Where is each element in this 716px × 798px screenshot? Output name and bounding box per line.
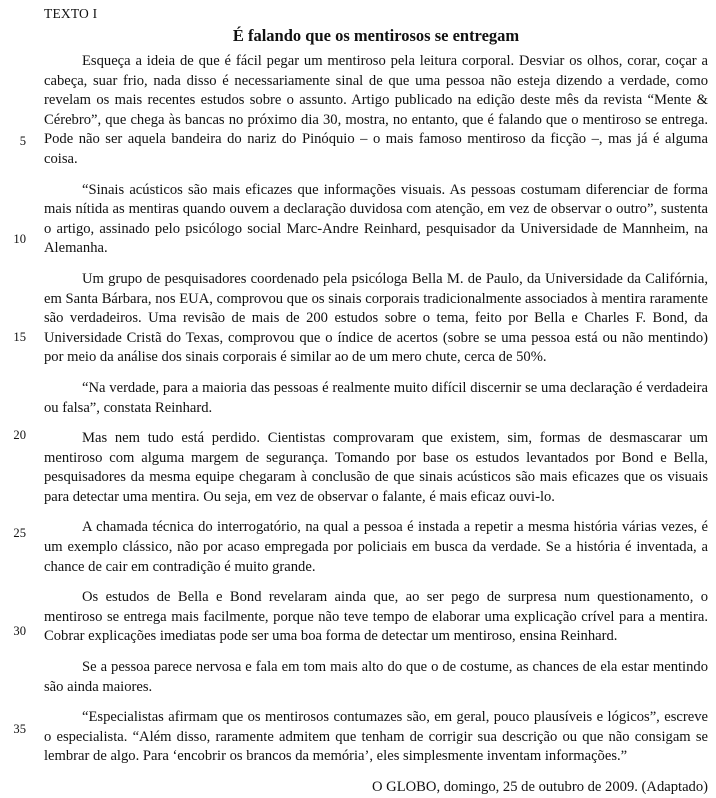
line-number: 5 <box>19 134 26 148</box>
paragraph: Os estudos de Bella e Bond revelaram ainda que, ao ser pego de surpresa num questionamento, o mentiroso se entrega mais facilmente, porque não teve tempo de elaborar uma explicação crível para a mentira. Cobrar explicações imediatas pode ser uma boa forma de detectar um mentiroso, ensina Reinhard. <box>44 589 708 645</box>
document-title: É falando que os mentirosos se entregam <box>232 26 520 45</box>
paragraph: “Sinais acústicos são mais eficazes que informações visuais. As pessoas costumam diferenciar de forma mais nítida as mentiras quando ouvem a declaração duvidosa com atenção, em vez de observar o outro”, sustenta o artigo, assinado pelo psicólogo social Marc-Andre Reinhard, pesquisador da Universidade de Mannheim, na Alemanha. <box>44 181 708 257</box>
line-number: 25 <box>13 526 26 540</box>
line-number: 10 <box>13 232 26 246</box>
text-label: TEXTO I <box>44 6 98 21</box>
line-number: 15 <box>13 330 26 344</box>
document-body <box>0 52 716 798</box>
line-number: 30 <box>13 624 26 638</box>
line-number: 35 <box>13 722 26 736</box>
paragraph: “Especialistas afirmam que os mentirosos contumazes são, em geral, pouco plausíveis e lógicos”, escreve o especialista. “Além disso, raramente admitem que tenham de corrigir sua descrição ou que não consigam se lembrar de algo. Para ‘encobrir os brancos da memória’, eles simplesmente inventam informações.” <box>44 709 708 765</box>
paragraph: Se a pessoa parece nervosa e fala em tom mais alto do que o de costume, as chances de ela estar mentindo são ainda maiores. <box>44 659 708 695</box>
paragraph: Mas nem tudo está perdido. Cientistas comprovaram que existem, sim, formas de desmascarar um mentiroso com alguma margem de segurança. Tomando por base os estudos levantados por Bond e Bella, pesquisadores da mesma equipe chegaram à conclusão de que sinais acústicos são mais eficazes que os visuais para detectar uma mentira. Ou seja, em vez de observar o falante, é mais eficaz ouvi-lo. <box>44 430 708 505</box>
paragraph: Esqueça a ideia de que é fácil pegar um mentiroso pela leitura corporal. Desviar os olhos, corar, coçar a cabeça, suar frio, nada disso é necessariamente sinal de que uma pessoa não esteja dizendo a verdade, como revelam os mais recentes estudos sobre o assunto. Artigo publicado na edição deste mês da revista “Mente & Cérebro”, que chega às bancas no próximo dia 30, mostra, no entanto, que é falando que o mentiroso se entrega. Pode não ser aquela bandeira do nariz do Pinóquio – o mais famoso mentiroso da ficção –, mas já é alguma coisa. <box>44 53 708 167</box>
paragraph: “Na verdade, para a maioria das pessoas é realmente muito difícil discernir se uma declaração é verdadeira ou falsa”, constata Reinhard. <box>44 379 708 416</box>
line-number: 20 <box>13 428 26 442</box>
paragraph: A chamada técnica do interrogatório, na qual a pessoa é instada a repetir a mesma história várias vezes, é um exemplo clássico, não por acaso empregada por policiais em busca da verdade. Se a história é inventada, a chance de cair em contradição é muito grande. <box>44 519 708 575</box>
document-source: O GLOBO, domingo, 25 de outubro de 2009. (Adaptado) <box>371 779 708 795</box>
paragraph: Um grupo de pesquisadores coordenado pela psicóloga Bella M. de Paulo, da Universidade da Califórnia, em Santa Bárbara, nos EUA, comprovou que os sinais corporais tradicionalmente associados à mentira raramente são verdadeiros. Uma revisão de mais de 200 estudos sobre o tema, feito por Bella e Charles F. Bond, da Universidade Cristã do Texas, comprovou que o índice de acertos (sobre se uma pessoa está ou não mentindo) por meio da análise dos sinais corporais é similar ao de um mero chute, cerca de 50%. <box>44 270 708 366</box>
